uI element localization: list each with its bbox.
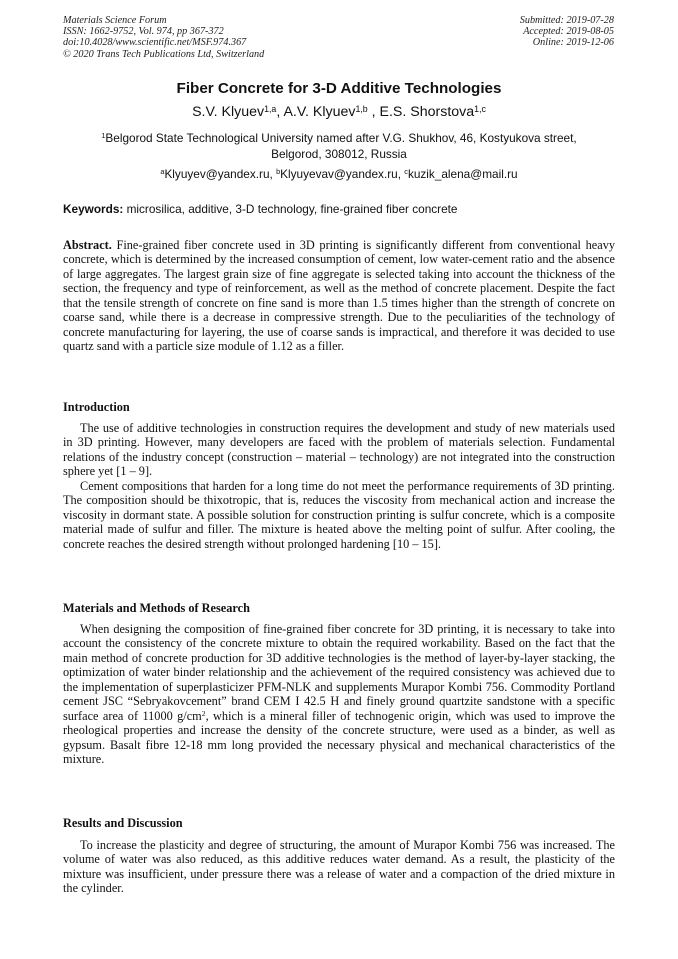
paragraph: To increase the plasticity and degree of structuring, the amount of Murapor Kombi 756 was increased. The volume of water was also reduced, as this additive reduces water demand. As a result, the plasticity of the mixture was insufficient, under pressure there was a release of water and a compaction of the dried mixture in the cylinder. (63, 838, 615, 896)
paragraph-text: , which is a mineral filler of technogenic origin, which was used to improve the rheological properties and increase the density of the concrete structure, were used as a binder, as well as gypsum. Basalt fibre 12-18 mm long provided the necessary physical and mechanical characteristics of the mixture. (63, 708, 615, 767)
copyright: © 2020 Trans Tech Publications Ltd, Switzerland (63, 48, 265, 60)
email-list (0, 167, 678, 181)
affiliation-line-1: Belgorod State Technological University named after V.G. Shukhov, 46, Kostyukova street, (105, 131, 577, 145)
email-mark: b (276, 167, 281, 177)
paper-title: Fiber Concrete for 3-D Additive Technologies (176, 80, 502, 97)
email-mark: a (160, 167, 165, 177)
abstract (63, 238, 615, 354)
online-date: Online: 2019-12-06 (532, 37, 614, 49)
author-affiliation-mark: 1,b (355, 103, 368, 114)
section-heading-introduction: Introduction (63, 400, 130, 414)
paragraph: The use of additive technologies in construction requires the development and study of new materials used in 3D printing. However, many developers are faced with the problem of materials selection. Fundamental relations of the industry concept (construction – material – technology) are not integrated into the construction sphere yet [1 – 9]. (63, 421, 615, 479)
paragraph: Cement compositions that harden for a long time do not meet the performance requirements of 3D printing. The composition should be thixotropic, that is, reduces the viscosity from mechanical action and increase the viscosity in dormant state. A possible solution for construction printing is sulfur concrete, which is a composite material made of sulfur and filler. The mixture is heated above the melting point of sulfur. After cooling, the concrete reaches the desired strength without prolonged hardening [10 – 15]. (63, 478, 615, 551)
keywords (63, 202, 615, 216)
affiliation-mark: 1 (101, 131, 106, 141)
email-mark: c (404, 167, 408, 177)
email-separator: , (397, 167, 405, 181)
author-name: A.V. Klyuev (283, 104, 356, 120)
email-link[interactable]: Klyuyevav@yandex.ru (280, 167, 398, 181)
email-link[interactable]: kuzik_alena@mail.ru (407, 167, 518, 181)
journal-header (63, 15, 264, 60)
author-affiliation-mark: 1,c (474, 103, 486, 114)
affiliation (70, 131, 608, 162)
accepted-date: Accepted: 2019-08-05 (523, 26, 614, 38)
email-link[interactable]: Klyuyev@yandex.ru (164, 167, 270, 181)
introduction-body (63, 421, 615, 551)
paragraph (63, 622, 615, 767)
keywords-label: Keywords: (63, 202, 124, 216)
author-separator: , (367, 104, 380, 120)
methods-body (63, 622, 615, 767)
author-affiliation-mark: 1,a (264, 103, 277, 114)
journal-name: Materials Science Forum (63, 15, 167, 26)
results-body (63, 838, 615, 896)
author-list (0, 104, 678, 120)
author-name: S.V. Klyuev (192, 104, 265, 120)
author-separator: , (276, 104, 284, 120)
abstract-text: Fine-grained fiber concrete used in 3D printing is significantly different from conventional heavy concrete, which is determined by the increased consumption of cement, low water-cement ratio and the absence of large aggregates. The largest grain size of fine aggregate is selected taking into account the thickness of the section, the frequency and type of reinforcement, as well as the method of concrete placement. Despite the fact that the tensile strength of concrete on fine sand is more than 1.5 times higher than the strength of concrete on coarse sand, while there is a decrease in compressive strength. Due to the peculiarities of the technology of concrete manufacturing for layering, the use of coarse sands is impractical, and therefore it was decided to use quartz sand with a particle size module of 1.12 as a filler. (63, 238, 615, 354)
paragraph-text: When designing the composition of fine-grained fiber concrete for 3D printing, it is necessary to take into account the consistency of the concrete mixture to obtain the required workability. Based on the fact that the main method of concrete production for 3D additive technologies is the method of layer-by-layer stacking, the optimization of water binder relationship and the achievement of the required consistency was achieved due to the implementation of superplasticizer PFM-NLK and supplements Murapor Kombi 756. Commodity Portland cement JSC “Sebryakovcement” brand CEM I 42.5 H and finely ground quartzite sandstone with a specific surface area of 11000 g/cm (63, 622, 615, 723)
superscript: 2 (201, 708, 206, 718)
doi: doi:10.4028/www.scientific.net/MSF.974.367 (63, 37, 247, 49)
issn: ISSN: 1662-9752, Vol. 974, pp 367-372 (63, 26, 224, 38)
submitted-date: Submitted: 2019-07-28 (519, 15, 614, 26)
keywords-text: microsilica, additive, 3-D technology, fine-grained fiber concrete (123, 202, 458, 216)
section-heading-methods: Materials and Methods of Research (63, 601, 250, 615)
author-name: E.S. Shorstova (379, 104, 475, 120)
email-separator: , (269, 167, 277, 181)
section-heading-results: Results and Discussion (63, 816, 183, 830)
abstract-label: Abstract. (63, 238, 112, 252)
affiliation-line-2: Belgorod, 308012, Russia (271, 146, 407, 161)
dates-header (520, 15, 614, 49)
